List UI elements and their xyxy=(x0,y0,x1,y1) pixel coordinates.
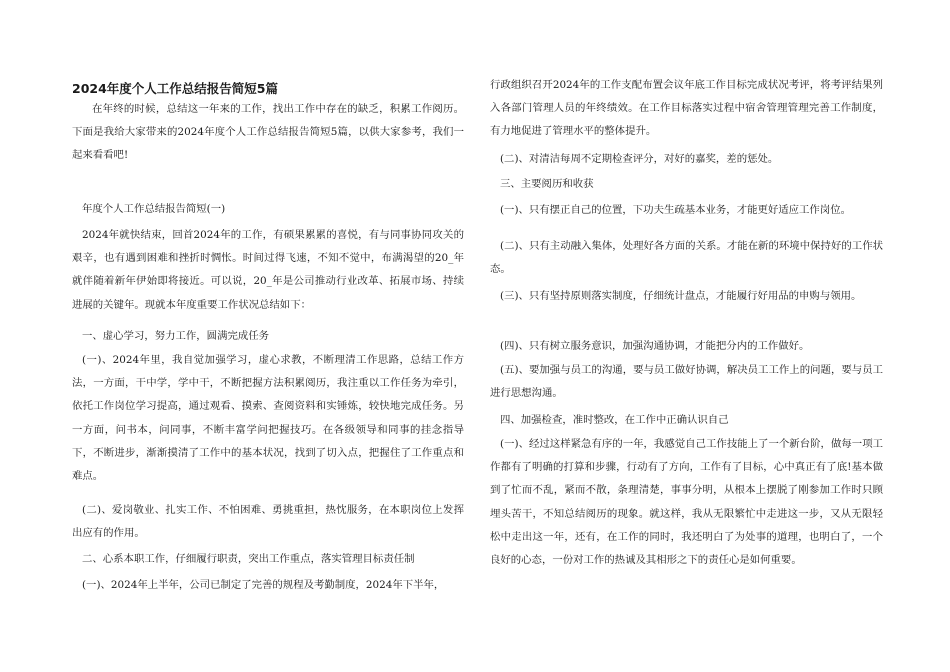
body-paragraph: (二)、只有主动融入集体，处理好各方面的关系。才能在新的环境中保持好的工作状态。 xyxy=(490,240,883,276)
body-paragraph: (四)、只有树立服务意识，加强沟通协调，才能把分内的工作做好。 xyxy=(500,340,810,352)
subheading: 四、加强检查，准时整改，在工作中正确认识自己 xyxy=(500,414,729,426)
body-paragraph: (一)、只有摆正自己的位置，下功夫生疏基本业务，才能更好适应工作岗位。 xyxy=(500,204,851,216)
body-paragraph: (一)、2024年上半年，公司已制定了完善的规程及考勤制度，2024年下半年， xyxy=(82,579,445,591)
body-paragraph: (二)、爱岗敬业、扎实工作、不怕困难、勇挑重担，热忱服务，在本职岗位上发挥出应有的作用。 xyxy=(72,504,464,540)
document-title: 2024年度个人工作总结报告简短5篇 xyxy=(72,81,278,96)
body-paragraph: (二)、对清洁每周不定期检查评分，对好的嘉奖，差的惩处。 xyxy=(500,153,779,165)
body-paragraph: (五)、要加强与员工的沟通，要与员工做好协调，解决员工工作上的问题，要与员工进行思想沟通。 xyxy=(490,364,883,400)
subheading: 三、主要阅历和收获 xyxy=(500,178,594,190)
intro-paragraph: 在年终的时候，总结这一年来的工作，找出工作中存在的缺乏，积累工作阅历。下面是我给大家带来的2024年度个人工作总结报告简短5篇，以供大家参考，我们一起来看看吧! xyxy=(72,103,464,162)
subheading: 一、虚心学习，努力工作，圆满完成任务 xyxy=(82,330,270,342)
body-paragraph: 行政组织召开2024年的工作支配布置会议年底工作目标完成状况考评，将考评结果列入各部门管理人员的年终绩效。在工作目标落实过程中宿舍管理管理完善工作制度，有力地促进了管理水平的整体提升。 xyxy=(490,79,883,138)
section-heading-1: 年度个人工作总结报告简短(一) xyxy=(82,203,226,215)
body-paragraph: 2024年就快结束，回首2024年的工作，有硕果累累的喜悦，有与同事协同攻关的艰辛，也有遇到困难和挫折时惆怅。时间过得飞速，不知不觉中，布满渴望的20_年就伴随着新年伊始即将接近。可以说，20_年是公司推动行业改革、拓展市场、持续进展的关键年。现就本年度重要工作状况总结如下： xyxy=(72,229,464,311)
subheading: 二、心系本职工作，仔细履行职责，突出工作重点，落实管理目标责任制 xyxy=(82,553,415,565)
body-paragraph: (一)、2024年里，我自觉加强学习，虚心求教，不断理清工作思路，总结工作方法，一方面，干中学，学中干，不断把握方法积累阅历，我注重以工作任务为牵引，依托工作岗位学习提高，通过观看、摸索、查阅资料和实锤炼，较快地完成任务。另一方面，问书本，问同事，不断丰富学问把握技巧。在各级领导和同事的挂念指导下，不断进步，渐渐摸清了工作中的基本状况，找到了切入点，把握住了工作重点和难点。 xyxy=(72,354,464,483)
body-paragraph: (三)、只有坚持原则落实制度，仔细统计盘点，才能履行好用品的申购与领用。 xyxy=(500,290,862,302)
body-paragraph: (一)、经过这样紧急有序的一年，我感觉自己工作技能上了一个新台阶，做每一项工作都有了明确的打算和步骤，行动有了方向，工作有了目标，心中真正有了底!基本做到了忙而不乱，紧而不散，条理清楚，事事分明，从根本上摆脱了刚参加工作时只顾埋头苦干，不知总结阅历的现象。就这样，我从无限繁忙中走进这一步，又从无限轻松中走出这一年，还有，在工作的同时，我还明白了为处事的道理，也明白了，一个良好的心态，一份对工作的热诚及其相形之下的责任心是如何重要。 xyxy=(490,438,883,567)
